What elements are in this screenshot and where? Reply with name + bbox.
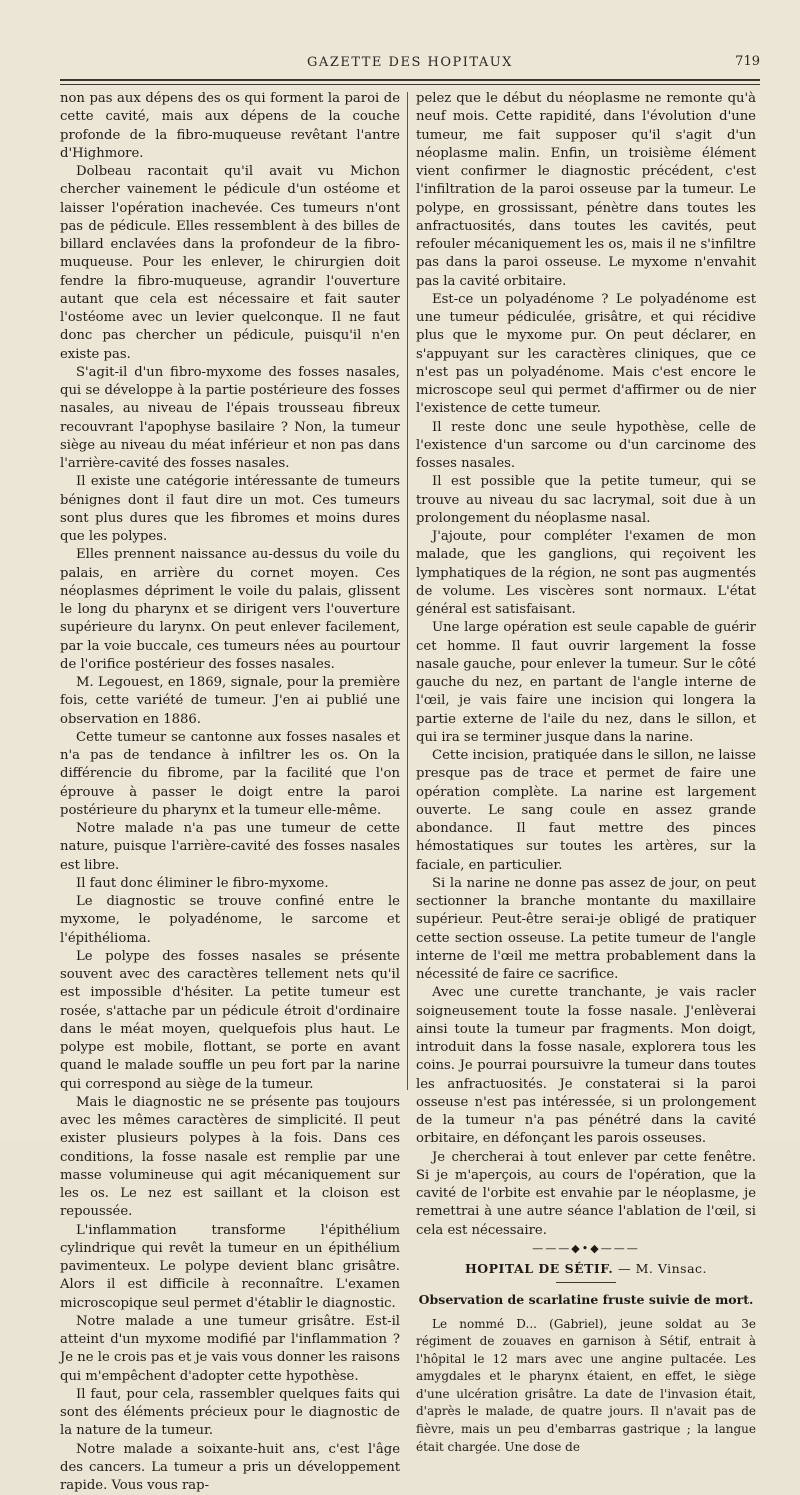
hospital-heading xyxy=(416,1260,756,1278)
paragraph: Elles prennent naissance au-dessus du voile du palais, en arrière du cornet moyen. Ces néoplasmes dépriment le voile du palais, glissent le long du pharynx et se dirigent vers l'ouverture supérieure du larynx. On peut enlever facilement, par la voie buccale, ces tumeurs nées au pourtour de l'orifice postérieur des fosses nasales. xyxy=(60,546,400,674)
paragraph: Cette tumeur se cantonne aux fosses nasales et n'a pas de tendance à infiltrer les os. On la différencie du fibrome, par la facilité que l'on éprouve à passer le doigt entre la paroi postérieure du pharynx et la tumeur elle-même. xyxy=(60,729,400,820)
page-number: 719 xyxy=(735,54,760,69)
case-paragraph: Le nommé D... (Gabriel), jeune soldat au 3e régiment de zouaves en garnison à Sétif, entrait à l'hôpital le 12 mars avec une angine pultacée. Les amygdales et le pharynx étaient, en effet, le siège d'une ulcération grisâtre. La date de l'invasion était, d'après le malade, de quatre jours. Il n'avait pas de fièvre, mais un peu d'embarras gastrique ; la langue était chargée. Une dose de xyxy=(416,1316,756,1457)
paragraph: Notre malade a une tumeur grisâtre. Est-il atteint d'un myxome modifié par l'inflammation ? Je ne le crois pas et je vais vous donner les raisons qui m'empêchent d'adopter cette hypothèse. xyxy=(60,1313,400,1386)
paragraph: L'inflammation transforme l'épithélium cylindrique qui revêt la tumeur en un épithélium pavimenteux. Le polype devient blanc grisâtre. Alors il est difficile à reconnaître. L'examen microscopique seul permet d'établir le diagnostic. xyxy=(60,1222,400,1313)
journal-title: GAZETTE DES HOPITAUX xyxy=(60,55,760,70)
paragraph: Est-ce un polyadénome ? Le polyadénome est une tumeur pédiculée, grisâtre, et qui récidive plus que le myxome pur. On peut déclarer, en s'appuyant sur les caractères cliniques, que ce n'est pas un polyadénome. Mais c'est encore le microscope seul qui permet d'affirmer ou de nier l'existence de cette tumeur. xyxy=(416,291,756,419)
case-title: Observation de scarlatine fruste suivie de mort. xyxy=(416,1291,756,1309)
paragraph: M. Legouest, en 1869, signale, pour la première fois, cette variété de tumeur. J'en ai publié une observation en 1886. xyxy=(60,674,400,729)
paragraph: Je chercherai à tout enlever par cette fenêtre. Si je m'aperçois, au cours de l'opération, que la cavité de l'orbite est envahie par le néoplasme, je remettrai à une autre séance l'ablation de l'œil, si cela est nécessaire. xyxy=(416,1149,756,1240)
paragraph: Il est possible que la petite tumeur, qui se trouve au niveau du sac lacrymal, soit due à un prolongement du néoplasme nasal. xyxy=(416,473,756,528)
paragraph: Une large opération est seule capable de guérir cet homme. Il faut ouvrir largement la fosse nasale gauche, pour enlever la tumeur. Sur le côté gauche du nez, en partant de l'angle interne de l'œil, je vais faire une incision qui longera la partie externe de l'aile du nez, dans le sillon, et qui ira se terminer jusque dans la narine. xyxy=(416,619,756,747)
short-rule xyxy=(556,1282,616,1283)
paragraph: Si la narine ne donne pas assez de jour, on peut sectionner la branche montante du maxillaire supérieur. Peut-être serai-je obligé de pratiquer cette section osseuse. La petite tumeur de l'angle interne de l'œil me mettra probablement dans la nécessité de faire ce sacrifice. xyxy=(416,875,756,985)
hospital-name: HOPITAL DE SÉTIF. xyxy=(465,1261,613,1276)
paragraph: Notre malade a soixante-huit ans, c'est l'âge des cancers. La tumeur a pris un développement rapide. Vous vous rap- xyxy=(60,1441,400,1495)
right-column xyxy=(416,90,756,1456)
paragraph: Il faut, pour cela, rassembler quelques faits qui sont des éléments précieux pour le diagnostic de la nature de la tumeur. xyxy=(60,1386,400,1441)
left-column xyxy=(60,90,400,1495)
header-rule-thin xyxy=(60,84,760,85)
paragraph: Mais le diagnostic ne se présente pas toujours avec les mêmes caractères de simplicité. Il peut exister plusieurs polypes à la fois. Dans ces conditions, la fosse nasale est remplie par une masse volumineuse qui agit mécaniquement sur les os. Le nez est saillant et la cloison est repoussée. xyxy=(60,1094,400,1222)
paragraph: S'agit-il d'un fibro-myxome des fosses nasales, qui se développe à la partie postérieure des fosses nasales, au niveau de l'épais trousseau fibreux recouvrant l'apophyse basilaire ? Non, la tumeur siège au niveau du méat inférieur et non pas dans l'arrière-cavité des fosses nasales. xyxy=(60,364,400,474)
paragraph: Il reste donc une seule hypothèse, celle de l'existence d'un sarcome ou d'un carcinome des fosses nasales. xyxy=(416,419,756,474)
paragraph: Il existe une catégorie intéressante de tumeurs bénignes dont il faut dire un mot. Ces tumeurs sont plus dures que les fibromes et moins dures que les polypes. xyxy=(60,473,400,546)
paragraph: Cette incision, pratiquée dans le sillon, ne laisse presque pas de trace et permet de faire une opération complète. La narine est largement ouverte. Le sang coule en assez grande abondance. Il faut mettre des pinces hémostatiques sur toutes les artères, sur la faciale, en particulier. xyxy=(416,747,756,875)
section-separator: ———◆•◆——— xyxy=(416,1240,756,1258)
page-header xyxy=(60,52,760,74)
paragraph: Le polype des fosses nasales se présente souvent avec des caractères tellement nets qu'il est impossible d'hésiter. La petite tumeur est rosée, s'attache par un pédicule étroit d'ordinaire dans le méat moyen, quelquefois plus haut. Le polype est mobile, flottant, se porte en avant quand le malade souffle un peu fort par la narine qui correspond au siège de la tumeur. xyxy=(60,948,400,1094)
paragraph: Le diagnostic se trouve confiné entre le myxome, le polyadénome, le sarcome et l'épithélioma. xyxy=(60,893,400,948)
paragraph: non pas aux dépens des os qui forment la paroi de cette cavité, mais aux dépens de la couche profonde de la fibro-muqueuse revêtant l'antre d'Highmore. xyxy=(60,90,400,163)
header-rule xyxy=(60,79,760,81)
paragraph: Il faut donc éliminer le fibro-myxome. xyxy=(60,875,400,893)
paragraph: Notre malade n'a pas une tumeur de cette nature, puisque l'arrière-cavité des fosses nasales est libre. xyxy=(60,820,400,875)
paragraph: pelez que le début du néoplasme ne remonte qu'à neuf mois. Cette rapidité, dans l'évolution d'une tumeur, me fait supposer qu'il s'agit d'un néoplasme malin. Enfin, un troisième élément vient confirmer le diagnostic précédent, c'est l'infiltration de la paroi osseuse par la tumeur. Le polype, en grossissant, pénètre dans toutes les anfractuosités, dans toutes les cavités, peut refouler mécaniquement les os, mais il ne s'infiltre pas dans la paroi osseuse. Le myxome n'envahit pas la cavité orbitaire. xyxy=(416,90,756,291)
paragraph: Dolbeau racontait qu'il avait vu Michon chercher vainement le pédicule d'un ostéome et laisser l'opération inachevée. Ces tumeurs n'ont pas de pédicule. Elles ressemblent à des billes de billard enclavées dans la profondeur de la fibro-muqueuse. Pour les enlever, le chirurgien doit fendre la fibro-muqueuse, agrandir l'ouverture autant que cela est nécessaire et fait sauter l'ostéome avec un levier quelconque. Il ne faut donc pas chercher un pédicule, puisqu'il n'en existe pas. xyxy=(60,163,400,364)
paragraph: Avec une curette tranchante, je vais racler soigneusement toute la fosse nasale. J'enlèverai ainsi toute la tumeur par fragments. Mon doigt, introduit dans la fosse nasale, explorera tous les coins. Je pourrai poursuivre la tumeur dans toutes les anfractuosités. Je constaterai si la paroi osseuse n'est pas intéressée, si un prolongement de la tumeur n'a pas pénétré dans la cavité orbitaire, en défonçant les parois osseuses. xyxy=(416,984,756,1148)
hospital-author: — M. Vinsac. xyxy=(618,1261,707,1276)
paragraph: J'ajoute, pour compléter l'examen de mon malade, que les ganglions, qui reçoivent les lymphatiques de la région, ne sont pas augmentés de volume. Les viscères sont normaux. L'état général est satisfaisant. xyxy=(416,528,756,619)
column-divider xyxy=(407,92,408,1090)
